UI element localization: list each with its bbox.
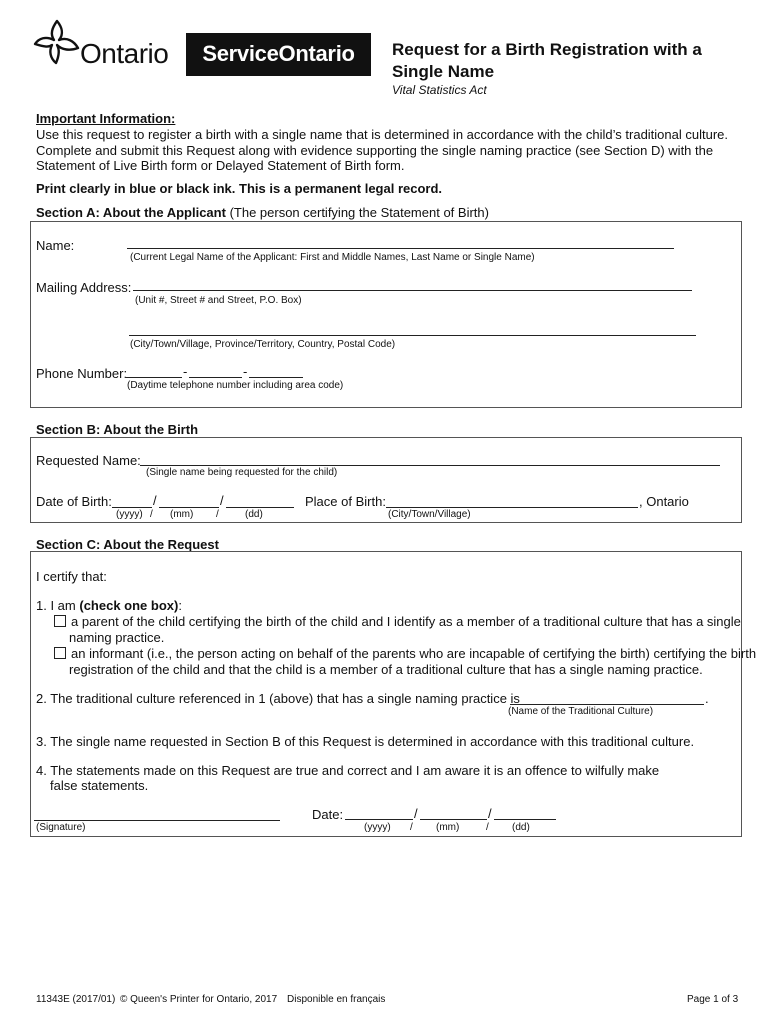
certify-text: I certify that: xyxy=(36,569,107,584)
sign-hint-sep-2: / xyxy=(486,822,489,833)
item-4-line2: false statements. xyxy=(50,778,149,793)
section-b-title: Section B: About the Birth xyxy=(36,422,199,437)
requested-name-field[interactable] xyxy=(140,465,720,466)
sign-dd-hint: (dd) xyxy=(512,822,530,833)
dob-yyyy-field[interactable] xyxy=(112,507,152,508)
phone-hint: (Daytime telephone number including area code) xyxy=(127,380,344,391)
address-label: Mailing Address: xyxy=(36,280,132,295)
trillium-icon xyxy=(32,18,82,66)
item-4-line1: 4. The statements made on this Request are true and correct and I am aware it is an offence to wilfully make xyxy=(36,763,660,778)
pob-field[interactable] xyxy=(386,507,638,508)
option-parent-line1: a parent of the child certifying the birth of the child and I identify as a member of a traditional culture that has a single xyxy=(71,614,741,629)
requested-name-label: Requested Name: xyxy=(36,453,141,468)
section-a-note: (The person certifying the Statement of Birth) xyxy=(229,205,489,220)
sign-hint-sep-1: / xyxy=(410,822,413,833)
date-label: Date: xyxy=(312,807,344,822)
section-c-title: Section C: About the Request xyxy=(36,537,219,552)
form-id: 11343E (2017/01) xyxy=(36,994,116,1005)
traditional-culture-field[interactable] xyxy=(510,704,704,705)
phone-line-field[interactable] xyxy=(249,377,303,378)
section-a-heading xyxy=(36,205,489,220)
dob-yyyy-hint: (yyyy) xyxy=(116,509,143,520)
sign-date-dd-field[interactable] xyxy=(494,819,556,820)
dob-mm-hint: (mm) xyxy=(170,509,194,520)
item-3: 3. The single name requested in Section B of this Request is determined in accordance with this traditional culture. xyxy=(36,734,695,749)
phone-label: Phone Number: xyxy=(36,366,128,381)
print-notice: Print clearly in blue or black ink. This is a permanent legal record. xyxy=(36,181,443,196)
item-2-period: . xyxy=(705,691,709,706)
phone-sep-2: - xyxy=(243,364,248,379)
address-field-line1[interactable] xyxy=(133,290,692,291)
name-field[interactable] xyxy=(127,248,674,249)
phone-prefix-field[interactable] xyxy=(189,377,242,378)
section-a-title: Section A: About the Applicant xyxy=(36,205,226,220)
phone-sep-1: - xyxy=(183,364,188,379)
form-subtitle: Vital Statistics Act xyxy=(392,83,487,97)
ontario-wordmark: Ontario xyxy=(80,38,169,69)
parent-checkbox[interactable] xyxy=(54,615,66,627)
dob-dd-hint: (dd) xyxy=(245,509,263,520)
address-hint-1: (Unit #, Street # and Street, P.O. Box) xyxy=(135,295,302,306)
dob-hint-sep-1: / xyxy=(150,509,153,520)
option-parent xyxy=(54,614,741,629)
address-hint-2: (City/Town/Village, Province/Territory, Country, Postal Code) xyxy=(130,339,396,350)
name-hint: (Current Legal Name of the Applicant: First and Middle Names, Last Name or Single Name) xyxy=(130,252,535,263)
option-informant-line1: an informant (i.e., the person acting on behalf of the parents who are incapable of certifying the birth) certifying the birth xyxy=(71,646,757,661)
page-number: Page 1 of 3 xyxy=(687,994,739,1005)
dob-mm-field[interactable] xyxy=(159,507,219,508)
item-1-prefix: 1. I am xyxy=(36,598,80,613)
french-availability: Disponible en français xyxy=(287,994,386,1005)
sign-date-yyyy-field[interactable] xyxy=(345,819,413,820)
signature-field[interactable] xyxy=(34,820,280,821)
dob-dd-field[interactable] xyxy=(226,507,294,508)
form-title-line1: Request for a Birth Registration with a xyxy=(392,40,702,59)
item-1 xyxy=(36,598,182,613)
sign-date-sep-1: / xyxy=(414,806,418,821)
intro-line-1: Use this request to register a birth with a single name that is determined in accordance with the child’s traditional culture. xyxy=(36,127,729,142)
dob-label: Date of Birth: xyxy=(36,494,112,509)
sign-date-mm-field[interactable] xyxy=(420,819,487,820)
phone-area-field[interactable] xyxy=(126,377,182,378)
dob-sep-1: / xyxy=(153,493,157,508)
pob-suffix: , Ontario xyxy=(639,494,689,509)
pob-label: Place of Birth: xyxy=(305,494,386,509)
dob-sep-2: / xyxy=(220,493,224,508)
item-2: 2. The traditional culture referenced in 1 (above) that has a single naming practice is xyxy=(36,691,520,706)
traditional-culture-hint: (Name of the Traditional Culture) xyxy=(508,706,654,717)
signature-hint: (Signature) xyxy=(36,822,86,833)
sign-date-sep-2: / xyxy=(488,806,492,821)
dob-hint-sep-2: / xyxy=(216,509,219,520)
requested-name-hint: (Single name being requested for the child) xyxy=(146,467,338,478)
intro-line-3: Statement of Live Birth form or Delayed Statement of Birth form. xyxy=(36,158,405,173)
form-title-line2: Single Name xyxy=(392,62,495,81)
important-info-heading: Important Information: xyxy=(36,111,176,126)
name-label: Name: xyxy=(36,238,75,253)
intro-line-2: Complete and submit this Request along with evidence supporting the single naming practice (see Section D) with the xyxy=(36,143,714,158)
service-ontario-wordmark: ServiceOntario xyxy=(202,41,355,66)
sign-yyyy-hint: (yyyy) xyxy=(364,822,391,833)
pob-hint: (City/Town/Village) xyxy=(388,509,471,520)
address-field-line2[interactable] xyxy=(129,335,696,336)
option-informant-line2: registration of the child and that the child is a member of a traditional culture that has a single naming practice. xyxy=(69,662,703,677)
copyright: © Queen's Printer for Ontario, 2017 xyxy=(120,994,278,1005)
item-1-colon: : xyxy=(178,598,182,613)
informant-checkbox[interactable] xyxy=(54,647,66,659)
option-parent-line2: naming practice. xyxy=(69,630,165,645)
item-1-bold: (check one box) xyxy=(79,598,179,613)
sign-mm-hint: (mm) xyxy=(436,822,460,833)
option-informant xyxy=(54,646,756,661)
